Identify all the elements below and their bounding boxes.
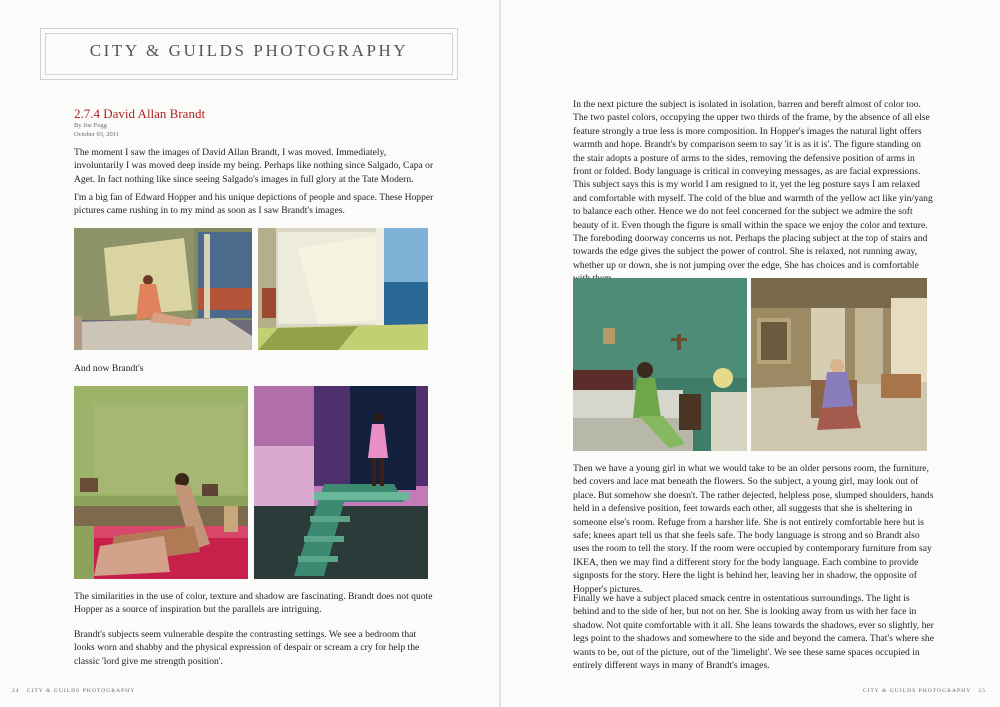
brandt-girl-room-photo [573,278,747,451]
hopper-sea-room-photo [258,228,428,350]
brandt-staircase-photo [254,386,428,579]
right-paragraph-2: Then we have a young girl in what we would take to be an older persons room, the furniture, bed covers and lace mat beneath the flowers. So the subject, a young girl, may look out of place. But somehow she doesn't. The rather dejected, helpless pose, slumped shoulders, hands held in a defensive position, feet towards each other, all suggests that she is sheltering in someone else's room. Refuge from a harsher life. She is not entirely comfortable here but is safe; knees apart tell us that she feels safe. The body language is strong and so Brandt also uses the room to tell the story. If the room were occupied by contemporary furniture from say IKEA, then we may find a different story for the body language. Each combine to provide signposts for the story. Here the light is behind her, leaving her in shadow, the opposite of Hopper's pictures. [573,463,934,595]
left-paragraph-4: The similarities in the use of color, texture and shadow are fascinating. Brandt does not quote Hopper as a source of inspiration but the parallels are intriguing. [74,591,433,616]
article-author: By Joe Fogg [74,122,107,129]
article-date: October 03, 2011 [74,131,120,138]
left-page-number: 24 [12,688,20,694]
brandt-bedroom-photo [74,386,248,579]
right-footer-title: CITY & GUILDS PHOTOGRAPHY [862,688,972,694]
left-paragraph-2: I'm a big fan of Edward Hopper and his unique depictions of people and space. These Hopper pictures came rushing in to my mind as soon as I saw Brandt's images. [74,192,434,217]
left-footer-title: CITY & GUILDS PHOTOGRAPHY [26,688,136,694]
right-footer [863,688,986,694]
left-paragraph-3: And now Brandt's [74,363,144,374]
right-page [501,0,1000,707]
left-footer [12,688,135,694]
left-page [0,0,499,707]
masthead [40,28,458,80]
article-byline [74,121,119,139]
hopper-morning-sun-photo [74,228,252,350]
right-paragraph-1: In the next picture the subject is isolated in isolation, barren and bereft almost of color too. The two pastel colors, occupying the upper two thirds of the frame, by the absence of all else feature strongly a true less is more composition. In Hopper's images the natural light offers warmth and hope. Brandt's by comparison seem to say 'it is as it is'. The figure standing on the stair adopts a posture of arms to the sides, removing the defensive position of arms in front or folded. Body language is critical in conveying messages, as are facial expressions. This subject says this is my world I am resigned to it, yet the leg posture says I am relaxed and comfortable with myself. The cold of the blue and warmth of the yellow act like yin/yang to balance each other. Hence we do not feel concerned for the subject we admire the soft beauty of it. Even though the figure is small within the space we enjoy the color and texture. The foreboding doorway concerns us not. Perhaps the placing subject at the top of stairs and towards the edge gives the subject the power of control. She is relaxed, not running away, whether up or down, she is not jumping over the edge, She has choices and is comfortable [573,99,933,271]
left-paragraph-5: Brandt's subjects seem vulnerable despite the contrasting settings. We see a bedroom that looks worn and shabby and the physical expression of despair or scream a cry for help the classic 'lord give me strength position'. [74,629,420,667]
right-page-number: 25 [978,688,986,694]
left-paragraph-1: The moment I saw the images of David Allan Brandt, I was moved. Immediately, involuntarily I was moved deep inside my being. Perhaps like nothing since Salgado, Capa or Aget. In fact nothing like since seeing Salgado's images in full glory at the Tate Modern. [74,147,434,185]
article-title: 2.7.4 David Allan Brandt [74,106,206,121]
brandt-ornate-room-photo [751,278,927,451]
masthead-title: CITY & GUILDS PHOTOGRAPHY [89,41,409,60]
right-paragraph-3: Finally we have a subject placed smack centre in ostentatious surroundings. The light is behind and to the side of her, but not on her. She is looking away from us with her face in shadow. Not quite comfortable with it all. She leans towards the shadows, ever so slightly, her legs point to the shadows and somewhere to the side and beyond the camera. That's where she wants to be, out of the picture, out of the 'limelight'. We see these same spaces occupied in entirely different ways in many of Brandt's images. [573,593,934,672]
